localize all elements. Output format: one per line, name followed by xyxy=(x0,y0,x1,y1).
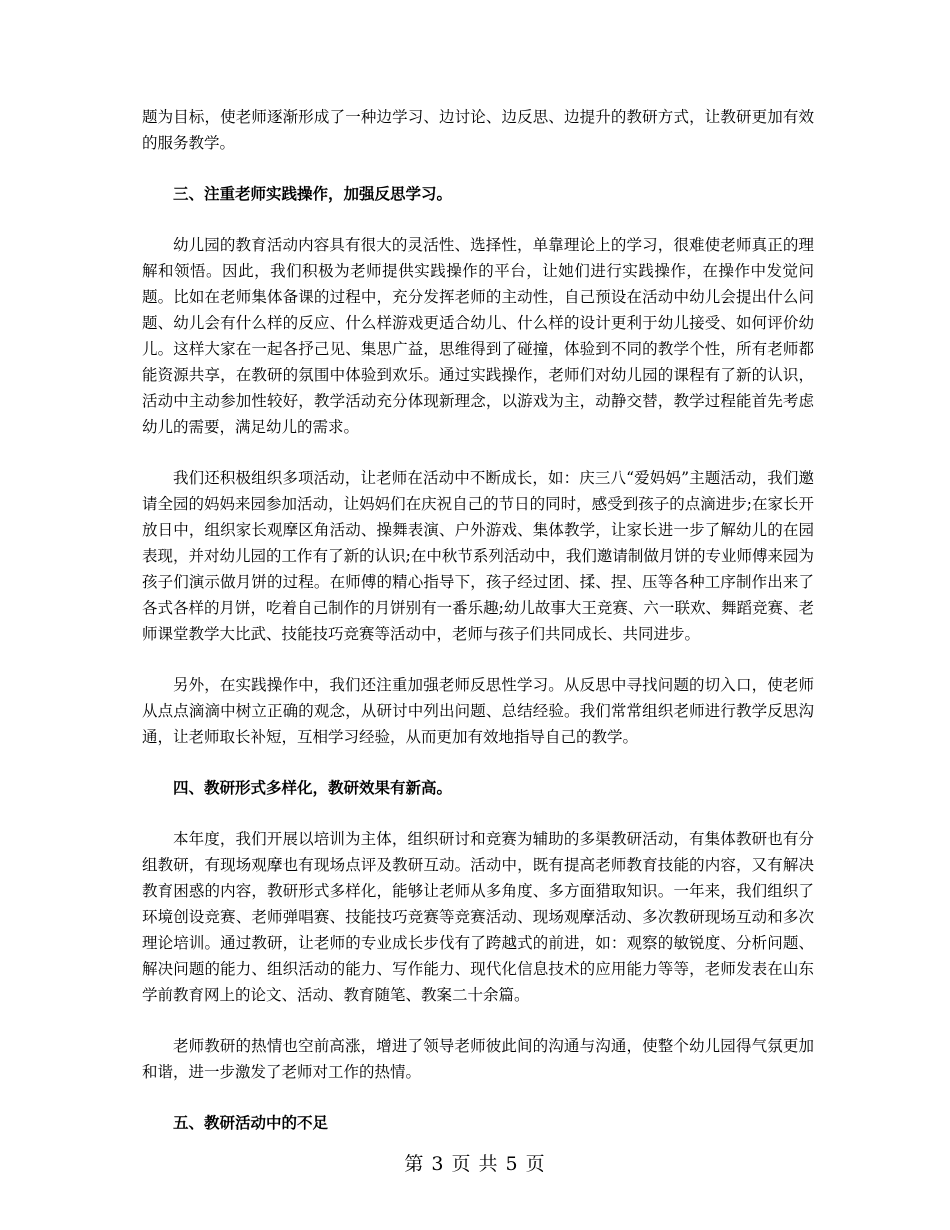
paragraph-training: 本年度，我们开展以培训为主体，组织研讨和竞赛为辅助的多渠教研活动，有集体教研也有分组教研，有现场观摩也有现场点评及教研互动。活动中，既有提高老师教育技能的内容，又有解决教育困惑的内容，教研形式多样化，能够让老师从多角度、多方面猎取知识。一年来，我们组织了环境创设竞赛、老师弹唱赛、技能技巧竞赛等竞赛活动、现场观摩活动、多次教研现场互动和多次理论培训。通过教研，让老师的专业成长步伐有了跨越式的前进，如：观察的敏锐度、分析问题、解决问题的能力、组织活动的能力、写作能力、现代化信息技术的应用能力等等，老师发表在山东学前教育网上的论文、活动、教育随笔、教案二十余篇。 xyxy=(142,830,814,1004)
paragraph-activities: 我们还积极组织多项活动，让老师在活动中不断成长，如：庆三八“爱妈妈”主题活动，我们邀请全园的妈妈来园参加活动，让妈妈们在庆祝自己的节日的同时，感受到孩子的点滴进步;在家长开放日中，组织家长观摩区角活动、操舞表演、户外游戏、集体教学，让家长进一步了解幼儿的在园表现，并对幼儿园的工作有了新的认识;在中秋节系列活动中，我们邀请制做月饼的专业师傅来园为孩子们演示做月饼的过程。在师傅的精心指导下，孩子经过团、揉、捏、压等各种工序制作出来了各式各样的月饼，吃着自己制作的月饼别有一番乐趣;幼儿故事大王竞赛、六一联欢、舞蹈竞赛、老师课堂教学大比武、技能技巧竞赛等活动中，老师与孩子们共同成长、共同进步。 xyxy=(142,469,814,643)
section-heading-3: 三、注重老师实践操作，加强反思学习。 xyxy=(173,184,453,203)
page-number-footer: 第 3 页 共 5 页 xyxy=(404,1153,546,1175)
paragraph-practice: 幼儿园的教育活动内容具有很大的灵活性、选择性，单靠理论上的学习，很难使老师真正的理解和领悟。因此，我们积极为老师提供实践操作的平台，让她们进行实践操作，在操作中发觉问题。比如在老师集体备课的过程中，充分发挥老师的主动性，自己预设在活动中幼儿会提出什么问题、幼儿会有什么样的反应、什么样游戏更适合幼儿、什么样的设计更利于幼儿接受、如何评价幼儿。这样大家在一起各抒己见、集思广益，思维得到了碰撞，体验到不同的教学个性，所有老师都能资源共享，在教研的氛围中体验到欢乐。通过实践操作，老师们对幼儿园的课程有了新的认识，活动中主动参加性较好，教学活动充分体现新理念，以游戏为主，动静交替，教学过程能首先考虑幼儿的需要，满足幼儿的需求。 xyxy=(142,236,814,436)
section-heading-5: 五、教研活动中的不足 xyxy=(173,1113,329,1132)
paragraph-continuation: 题为目标，使老师逐渐形成了一种边学习、边讨论、边反思、边提升的教研方式，让教研更加有效的服务教学。 xyxy=(142,108,814,152)
paragraph-enthusiasm: 老师教研的热情也空前高涨，增进了领导老师彼此间的沟通与沟通，使整个幼儿园得气氛更加和谐，进一步激发了老师对工作的热情。 xyxy=(142,1037,814,1081)
document-body xyxy=(142,104,814,1136)
section-heading-4: 四、教研形式多样化，教研效果有新高。 xyxy=(173,778,453,797)
paragraph-reflection: 另外，在实践操作中，我们还注重加强老师反思性学习。从反思中寻找问题的切入口，使老师从点点滴滴中树立正确的观念，从研讨中列出问题、总结经验。我们常常组织老师进行教学反思沟通，让老师取长补短，互相学习经验，从而更加有效地指导自己的教学。 xyxy=(142,676,814,746)
